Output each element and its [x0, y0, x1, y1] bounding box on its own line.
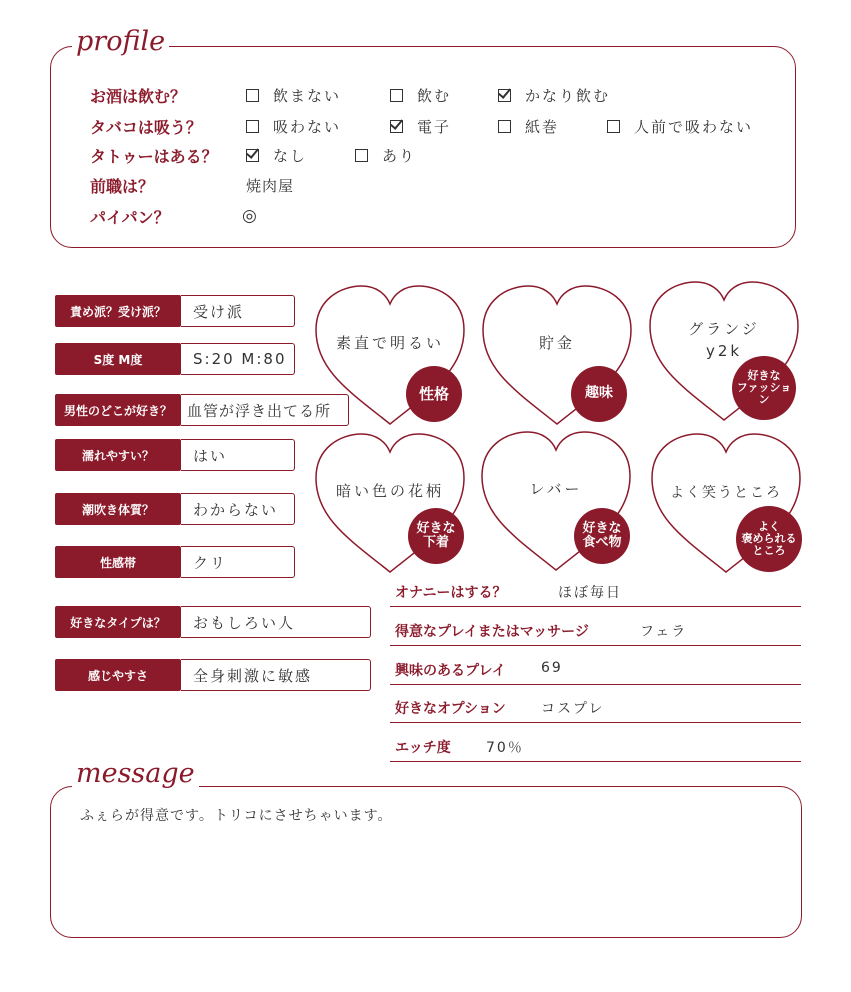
- checked-checkbox-icon[interactable]: [246, 149, 259, 162]
- heart-text: 素直で明るい: [335, 334, 444, 352]
- checkbox-icon[interactable]: [498, 120, 511, 133]
- pair-value: クリ: [181, 546, 295, 578]
- heart-underwear: [310, 430, 470, 580]
- heart-badge: 性格: [406, 366, 462, 422]
- pair-value: 血管が浮き出てる所: [181, 394, 349, 426]
- pair-value: 全身刺激に敏感: [181, 659, 371, 691]
- option-drink-no[interactable]: 飲まない: [246, 85, 341, 106]
- line-label: エッチ度: [395, 740, 451, 756]
- pair-label: 男性のどこが好き？: [55, 394, 181, 426]
- row-label: 前職は？: [90, 177, 155, 196]
- pair-label: 責め派？受け派？: [55, 295, 181, 327]
- row-label: パイパン？: [90, 208, 170, 227]
- option-tattoo-none[interactable]: なし: [246, 145, 307, 166]
- pair-value: S:20 M:80: [181, 343, 295, 375]
- option-smoke-not-in-public[interactable]: 人前で吸わない: [607, 116, 753, 137]
- row-label: タトゥーはある？: [90, 147, 218, 166]
- option-drink-lots[interactable]: かなり飲む: [498, 85, 610, 106]
- pair-label: 濡れやすい？: [55, 439, 181, 471]
- checkbox-icon[interactable]: [246, 89, 259, 102]
- pair-label: 性感帯: [55, 546, 181, 578]
- checked-checkbox-icon[interactable]: [390, 120, 403, 133]
- line-value: コスプレ: [541, 701, 605, 717]
- heart-text: 貯金: [538, 334, 575, 352]
- pair-label: 潮吹き体質？: [55, 493, 181, 525]
- profile-title: profile: [72, 28, 169, 55]
- heart-praised: [646, 430, 806, 580]
- heart-text: レバー: [529, 480, 583, 498]
- pair-label: S度 M度: [55, 343, 181, 375]
- heart-personality: [310, 282, 470, 432]
- line-label: 興味のあるプレイ: [395, 663, 506, 679]
- paipan-value: ◎: [242, 206, 258, 226]
- heart-text: 暗い色の花柄: [335, 482, 444, 500]
- line-ecchi-level: [390, 737, 801, 762]
- line-value: ほぼ毎日: [558, 585, 622, 601]
- option-smoke-no[interactable]: 吸わない: [246, 116, 341, 137]
- heart-fashion: [644, 278, 804, 428]
- heart-food: [476, 428, 636, 578]
- previous-job-value: 焼肉屋: [246, 177, 295, 195]
- row-label: タバコは吸う？: [90, 118, 202, 137]
- pair-label: 感じやすさ: [55, 659, 181, 691]
- checkbox-icon[interactable]: [607, 120, 620, 133]
- line-favorite-play: [390, 621, 801, 646]
- pair-value: おもしろい人: [181, 606, 371, 638]
- pair-label: 好きなタイプは？: [55, 606, 181, 638]
- checkbox-icon[interactable]: [390, 89, 403, 102]
- heart-badge: よく 褒められる ところ: [736, 506, 802, 572]
- line-value: 69: [541, 660, 563, 676]
- heart-badge: 好きな 下着: [408, 508, 464, 564]
- heart-badge: 好きな 食べ物: [574, 508, 630, 564]
- line-value: 70％: [486, 740, 524, 756]
- message-text: ふぇらが得意です。トリコにさせちゃいます。: [80, 808, 393, 824]
- option-smoke-paper[interactable]: 紙巻: [498, 116, 559, 137]
- heart-text: グランジ y2k: [688, 320, 760, 360]
- heart-badge: 好きな ファッション: [732, 356, 796, 420]
- option-drink-yes[interactable]: 飲む: [390, 85, 451, 106]
- checkbox-icon[interactable]: [355, 149, 368, 162]
- checked-checkbox-icon[interactable]: [498, 89, 511, 102]
- line-label: 好きなオプション: [395, 701, 506, 717]
- line-label: 得意なプレイまたはマッサージ: [395, 624, 589, 640]
- pair-value: はい: [181, 439, 295, 471]
- line-masturbation: [390, 582, 801, 607]
- option-smoke-electronic[interactable]: 電子: [390, 116, 451, 137]
- pair-value: 受け派: [181, 295, 295, 327]
- row-label: お酒は飲む？: [90, 87, 187, 106]
- checkbox-icon[interactable]: [246, 120, 259, 133]
- option-tattoo-yes[interactable]: あり: [355, 145, 416, 166]
- line-interest-play: [390, 660, 801, 685]
- line-label: オナニーはする？: [395, 585, 507, 601]
- heart-text: よく笑うところ: [670, 485, 782, 501]
- line-option: [390, 698, 801, 723]
- message-title: message: [72, 760, 199, 787]
- line-value: フェラ: [640, 624, 688, 640]
- heart-hobby: [477, 282, 637, 432]
- pair-value: わからない: [181, 493, 295, 525]
- heart-badge: 趣味: [571, 366, 627, 422]
